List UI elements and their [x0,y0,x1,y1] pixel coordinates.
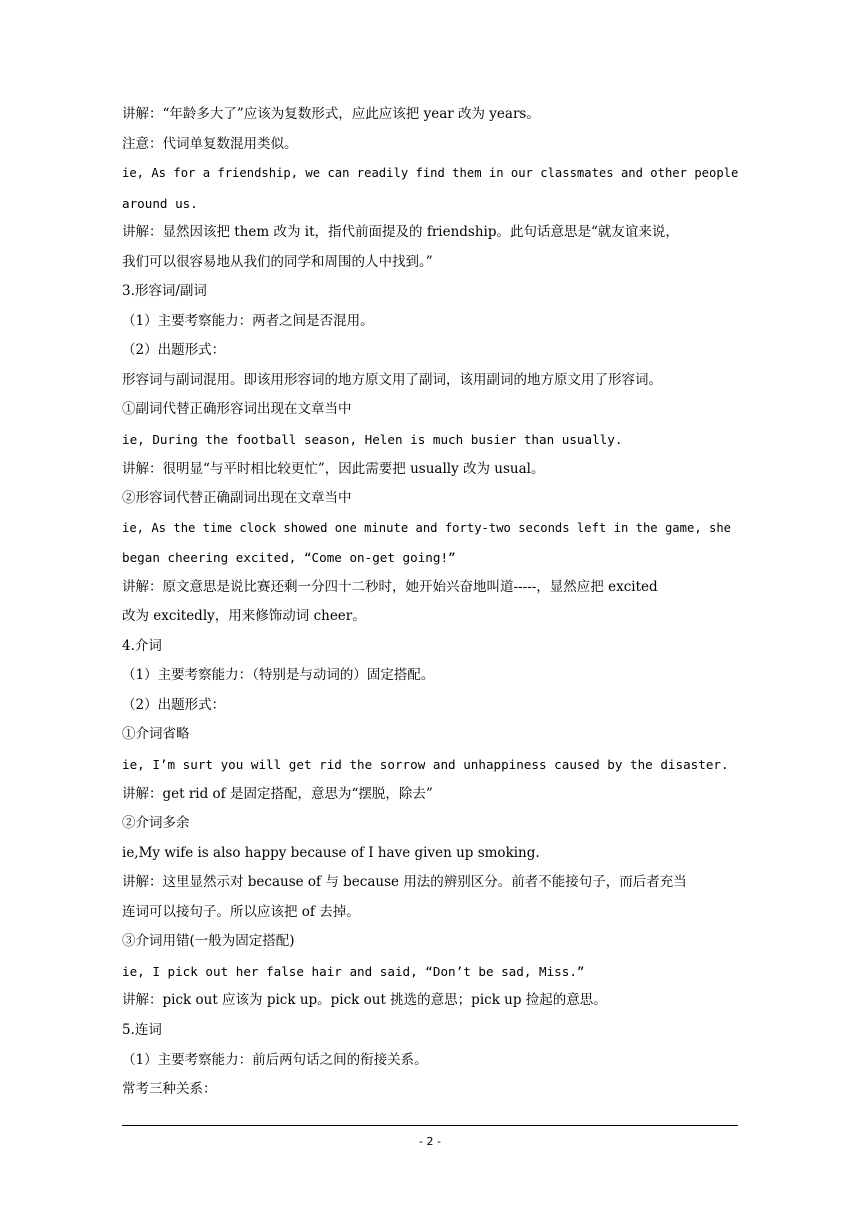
footer-divider [122,1125,738,1126]
text-line: 讲解：这里显然示对 because of 与 because 用法的辨别区分。前者不能接句子，而后者充当 [122,874,687,891]
text-line: 连词可以接句子。所以应该把 of 去掉。 [122,903,360,920]
text-line: ③介词用错(一般为固定搭配) [122,933,295,950]
text-line: 讲解：pick out 应该为 pick up。pick out 挑选的意思；pick up 捡起的意思。 [122,992,607,1009]
text-line: ie, I pick out her false hair and said, “Don’t be sad, Miss.” [122,963,585,979]
text-line: 讲解：原文意思是说比赛还剩一分四十二秒时，她开始兴奋地叫道-----，显然应把 excited [122,578,658,595]
text-line: （2）出题形式： [122,696,226,713]
text-line: 改为 excitedly，用来修饰动词 cheer。 [122,608,366,625]
text-line: began cheering excited, “Come on-get going!” [122,550,456,566]
document-body [122,100,740,1105]
text-line: 4.介词 [122,637,162,654]
text-line: ie,My wife is also happy because of I have given up smoking. [122,844,540,861]
text-line: （2）出题形式： [122,342,226,359]
text-line: 讲解：很明显“与平时相比较更忙”，因此需要把 usually 改为 usual。 [122,460,545,477]
text-line: 讲解：get rid of 是固定搭配，意思为“摆脱，除去” [122,785,433,802]
text-line: ①介词省略 [122,726,190,743]
text-line: ②介词多余 [122,815,190,832]
text-line: 5.连词 [122,1021,162,1038]
page-number: - 2 - [419,1135,441,1148]
text-line: 3.形容词/副词 [122,283,207,300]
text-line: ①副词代替正确形容词出现在文章当中 [122,401,352,418]
text-line: 常考三种关系： [122,1081,217,1098]
text-line: （1）主要考察能力：前后两句话之间的衔接关系。 [122,1051,428,1068]
text-line: 注意：代词单复数混用类似。 [122,135,298,152]
text-line: ie, During the football season, Helen is much busier than usually. [122,432,623,448]
text-line: ie, As for a friendship, we can readily find them in our classmates and other people [122,166,739,181]
text-line: （1）主要考察能力：两者之间是否混用。 [122,312,374,329]
text-line: 讲解：显然因该把 them 改为 it，指代前面提及的 friendship。此句话意思是“就友谊来说， [122,224,679,241]
text-line: ie, I’m surt you will get rid the sorrow and unhappiness caused by the disaster. [122,757,729,773]
text-line: around us. [122,195,198,211]
text-line: 讲解：“年龄多大了”应该为复数形式，应此应该把 year 改为 years。 [122,106,540,122]
text-line: （1）主要考察能力：（特别是与动词的）固定搭配。 [122,667,435,684]
text-line: 我们可以很容易地从我们的同学和周围的人中找到。” [122,253,433,270]
text-line: ie, As the time clock showed one minute and forty-two seconds left in the game, she [122,520,732,535]
text-line: ②形容词代替正确副词出现在文章当中 [122,490,352,507]
text-line: 形容词与副词混用。即该用形容词的地方原文用了副词，该用副词的地方原文用了形容词。 [122,371,662,388]
